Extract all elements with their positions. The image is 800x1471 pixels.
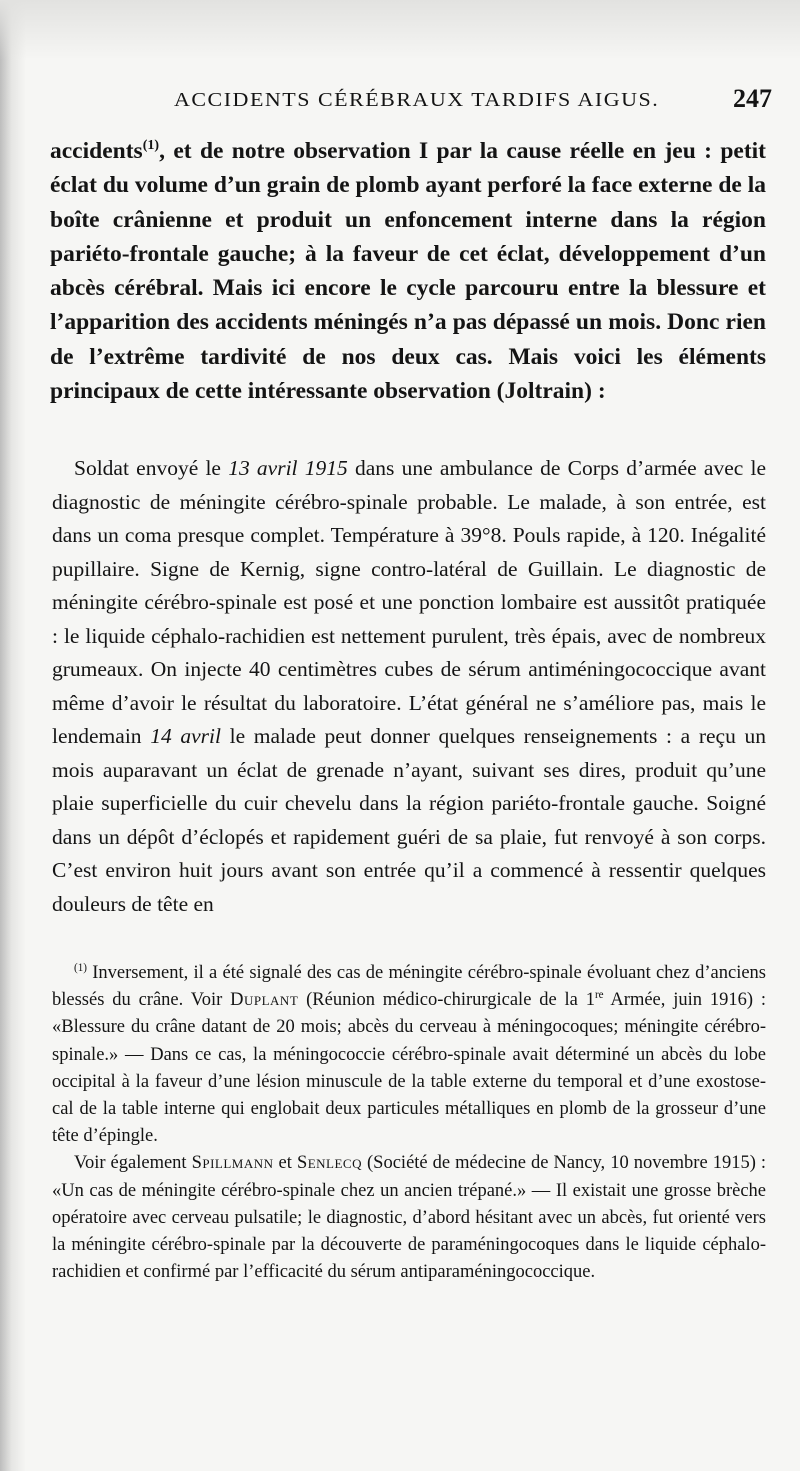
main-paragraph [50, 134, 766, 408]
footnote-2-text-1: Voir également [74, 1153, 192, 1174]
footnote-2-text-2: et [273, 1153, 297, 1174]
footnote-1-author: Duplant [230, 990, 299, 1011]
case-report-text-2: dans une ambulance de Corps d’armée avec le diagnostic de méningite cérébro-spinale probable. Le malade, à son entrée, est dans un coma presque complet. Température à 39°8. Pouls rapide, à 120. Inégalité pupillaire. Signe de Kernig, signe contro-latéral de Guillain. Le diagnostic de méningite cérébro-spinale est posé et une ponction lombaire est aussitôt pratiquée : le liquide céphalo-rachidien est nettement purulent, très épais, avec de nombreux grumeaux. On injecte 40 centimètres cubes de sérum antiméningococcique avant même d’avoir le résultat du laboratoire. L’état général ne s’améliore pas, mais le lendemain [52, 456, 767, 748]
page-number: 247 [733, 84, 772, 113]
footnote-2 [52, 1150, 766, 1286]
page-edge-shadow [0, 0, 26, 1471]
page-top-smudge [0, 0, 800, 60]
footnote-2-author-2: Senlecq [296, 1153, 362, 1174]
footnotes [52, 960, 766, 1286]
footnote-1-text-3: Armée, juin 1916) : «Blessure du crâne datant de 20 mois; abcès du cerveau à méningocoques; méningite cérébro-spinale.» — Dans ce cas, la méningococcie cérébro-spinale avait déterminé un abcès du lobe occipital à la faveur d’une lésion minuscule de la table externe du temporal et d’une exostose-cal de la table interne qui englobait deux particules métalliques en plomb de la grosseur d’une tête d’épingle. [52, 990, 766, 1147]
running-title: ACCIDENTS CÉRÉBRAUX TARDIFS AIGUS. [174, 88, 660, 111]
case-report-text-3: le malade peut donner quelques renseignements : a reçu un mois auparavant un éclat de grenade n’ayant, suivant ses dires, produit qu’une plaie superficielle du cuir chevelu dans la région pariéto-frontale gauche. Soigné dans un dépôt d’éclopés et rapidement guéri de sa plaie, fut renvoyé à son corps. C’est environ huit jours avant son entrée qu’il a commencé à ressentir quelques douleurs de tête en [52, 724, 766, 916]
footnote-2-author-1: Spillmann [191, 1153, 274, 1174]
footnote-1-text-1: Inversement, il a été signalé des cas de méningite cérébro-spinale évoluant chez d’anciens blessés du crâne. Voir [52, 963, 766, 1011]
case-report-date-1: 13 avril 1915 [228, 456, 348, 480]
main-first-word: accidents [50, 138, 143, 164]
case-report-paragraph [52, 452, 766, 921]
footnote-1-mark: (1) [74, 961, 87, 974]
case-report-text-1: Soldat envoyé le [74, 456, 229, 480]
footnote-reference: (1) [142, 137, 160, 154]
case-report-date-2: 14 avril [150, 724, 221, 748]
footnote-1-ordinal: re [594, 989, 604, 1002]
footnote-1-text-2: (Réunion médico-chirurgicale de la 1 [298, 990, 595, 1011]
footnote-2-text-3: (Société de médecine de Nancy, 10 novembre 1915) : «Un cas de méningite cérébro-spinale chez un ancien trépané.» — Il existait une grosse brèche opératoire avec cerveau pulsatile; le diagnostic, d’abord hésitant avec un abcès, fut orienté vers la méningite cérébro-spinale par la découverte de paraméningocoques dans le liquide céphalo-rachidien et confirmé par l’efficacité du sérum antiparaméningococcique. [52, 1153, 767, 1283]
running-head [50, 82, 772, 122]
footnote-1 [52, 960, 766, 1150]
main-paragraph-text: , et de notre observation I par la cause réelle en jeu : petit éclat du volume d’un grain de plomb ayant perforé la face externe de la boîte crânienne et produit un enfoncement interne dans la région pariéto-frontale gauche; à la faveur de cet éclat, développement d’un abcès cérébral. Mais ici encore le cycle parcouru entre la blessure et l’apparition des accidents méningés n’a pas dépassé un mois. Donc rien de l’extrême tardivité de nos deux cas. Mais voici les éléments principaux de cette intéressante observation (Joltrain) : [50, 138, 767, 405]
